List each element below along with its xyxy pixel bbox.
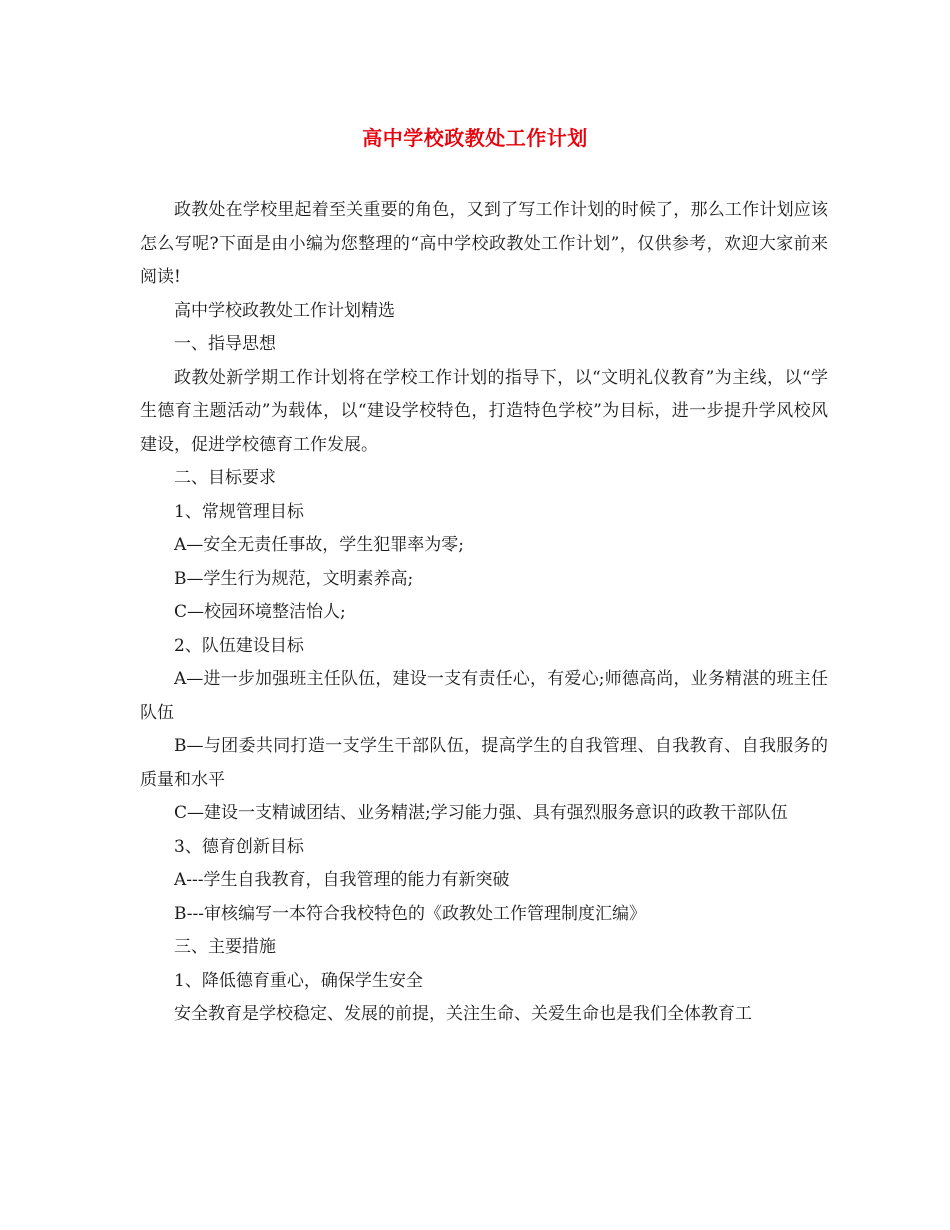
subsection-heading: 1、常规管理目标 [174, 501, 304, 522]
list-item: C—校园环境整洁怡人; [174, 602, 346, 622]
list-item: A---学生自我教育，自我管理的能力有新突破 [174, 870, 510, 890]
list-item: A—安全无责任事故，学生犯罪率为零; [174, 535, 465, 555]
list-item: B---审核编写一本符合我校特色的《政教处工作管理制度汇编》 [174, 903, 647, 924]
list-item: C—建设一支精诚团结、业务精湛;学习能力强、具有强烈服务意识的政教干部队伍 [174, 803, 788, 823]
document-body [140, 194, 828, 1032]
paragraph: 安全教育是学校稳定、发展的前提，关注生命、关爱生命也是我们全体教育工 [174, 1004, 752, 1024]
paragraph: 政教处在学校里起着至关重要的角色，又到了写工作计划的时候了，那么工作计划应该怎么写呢?下面是由小编为您整理的“高中学校政教处工作计划”，仅供参考，欢迎大家前来阅读! [140, 200, 828, 287]
list-item: A—进一步加强班主任队伍，建设一支有责任心，有爱心;师德高尚，业务精湛的班主任队伍 [140, 669, 828, 723]
subsection-heading: 1、降低德育重心，确保学生安全 [174, 970, 423, 991]
paragraph: 高中学校政教处工作计划精选 [174, 300, 395, 321]
subsection-heading: 2、队伍建设目标 [174, 635, 304, 656]
document-title: 高中学校政教处工作计划 [362, 126, 588, 150]
list-item: B—与团委共同打造一支学生干部队伍，提高学生的自我管理、自我教育、自我服务的质量和水平 [140, 736, 828, 790]
section-heading: 一、指导思想 [174, 334, 276, 354]
list-item: B—学生行为规范，文明素养高; [174, 568, 414, 589]
paragraph: 政教处新学期工作计划将在学校工作计划的指导下，以“文明礼仪教育”为主线，以“学生德育主题活动”为载体，以“建设学校特色，打造特色学校”为目标，进一步提升学风校风建设，促进学校德育工作发展。 [140, 367, 828, 455]
section-heading: 三、主要措施 [174, 937, 276, 957]
subsection-heading: 3、德育创新目标 [174, 836, 304, 857]
section-heading: 二、目标要求 [174, 468, 276, 488]
